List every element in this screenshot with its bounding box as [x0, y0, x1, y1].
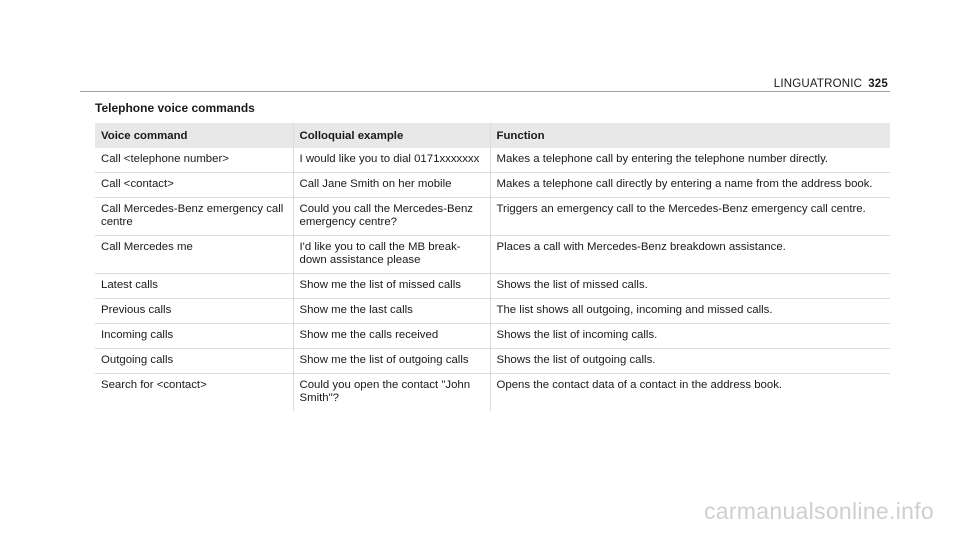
cell-voice-command: Call <telephone number> — [95, 148, 293, 173]
column-header-function: Function — [490, 123, 890, 148]
cell-colloquial-example: Show me the list of missed calls — [293, 274, 490, 299]
column-header-voice-command: Voice command — [95, 123, 293, 148]
table-row — [95, 324, 890, 349]
watermark[interactable]: carmanualsonline.info — [703, 498, 934, 524]
cell-colloquial-example: Could you open the contact "John Smith"? — [293, 374, 490, 412]
cell-colloquial-example: Could you call the Mercedes-Benz emergency centre? — [293, 198, 490, 236]
table-row — [95, 173, 890, 198]
cell-voice-command: Call <contact> — [95, 173, 293, 198]
cell-voice-command: Call Mercedes me — [95, 236, 293, 274]
cell-function: Shows the list of missed calls. — [490, 274, 890, 299]
table-row — [95, 299, 890, 324]
cell-colloquial-example: I'd like you to call the MB break-down assistance please — [293, 236, 490, 274]
section-title: Telephone voice commands — [95, 101, 255, 115]
header-section: LINGUATRONIC — [773, 78, 863, 90]
cell-function: Makes a telephone call by entering the telephone number directly. — [490, 148, 890, 173]
table-row — [95, 349, 890, 374]
header-rule — [80, 91, 890, 92]
cell-voice-command: Outgoing calls — [95, 349, 293, 374]
table-row — [95, 374, 890, 412]
cell-function: Triggers an emergency call to the Mercedes-Benz emergency call centre. — [490, 198, 890, 236]
cell-voice-command: Search for <contact> — [101, 379, 207, 391]
cell-colloquial-example: Call Jane Smith on her mobile — [293, 173, 490, 198]
voice-commands-table — [95, 123, 890, 411]
table-row — [95, 274, 890, 299]
cell-function: Opens the contact data of a contact in the address book. — [490, 374, 890, 412]
table-header-row — [95, 123, 890, 148]
table-row — [95, 148, 890, 173]
cell-colloquial-example: Show me the last calls — [293, 299, 490, 324]
table-row — [95, 236, 890, 274]
table-row — [95, 198, 890, 236]
cell-colloquial-example: Show me the list of outgoing calls — [293, 349, 490, 374]
cell-colloquial-example: Show me the calls received — [293, 324, 490, 349]
cell-function: Shows the list of incoming calls. — [490, 324, 890, 349]
cell-voice-command: Latest calls — [95, 274, 293, 299]
running-header — [774, 78, 888, 90]
cell-function: Makes a telephone call directly by entering a name from the address book. — [490, 173, 890, 198]
cell-voice-command: Call Mercedes-Benz emergency call centre — [95, 198, 293, 236]
cell-function: Places a call with Mercedes-Benz breakdown assistance. — [490, 236, 890, 274]
cell-voice-command: Incoming calls — [95, 324, 293, 349]
cell-colloquial-example: I would like you to dial 0171xxxxxxx — [293, 148, 490, 173]
page-number: 325 — [868, 78, 888, 90]
cell-function: Shows the list of outgoing calls. — [490, 349, 890, 374]
column-header-colloquial-example: Colloquial example — [293, 123, 490, 148]
cell-voice-command: Previous calls — [95, 299, 293, 324]
cell-function: The list shows all outgoing, incoming and missed calls. — [490, 299, 890, 324]
